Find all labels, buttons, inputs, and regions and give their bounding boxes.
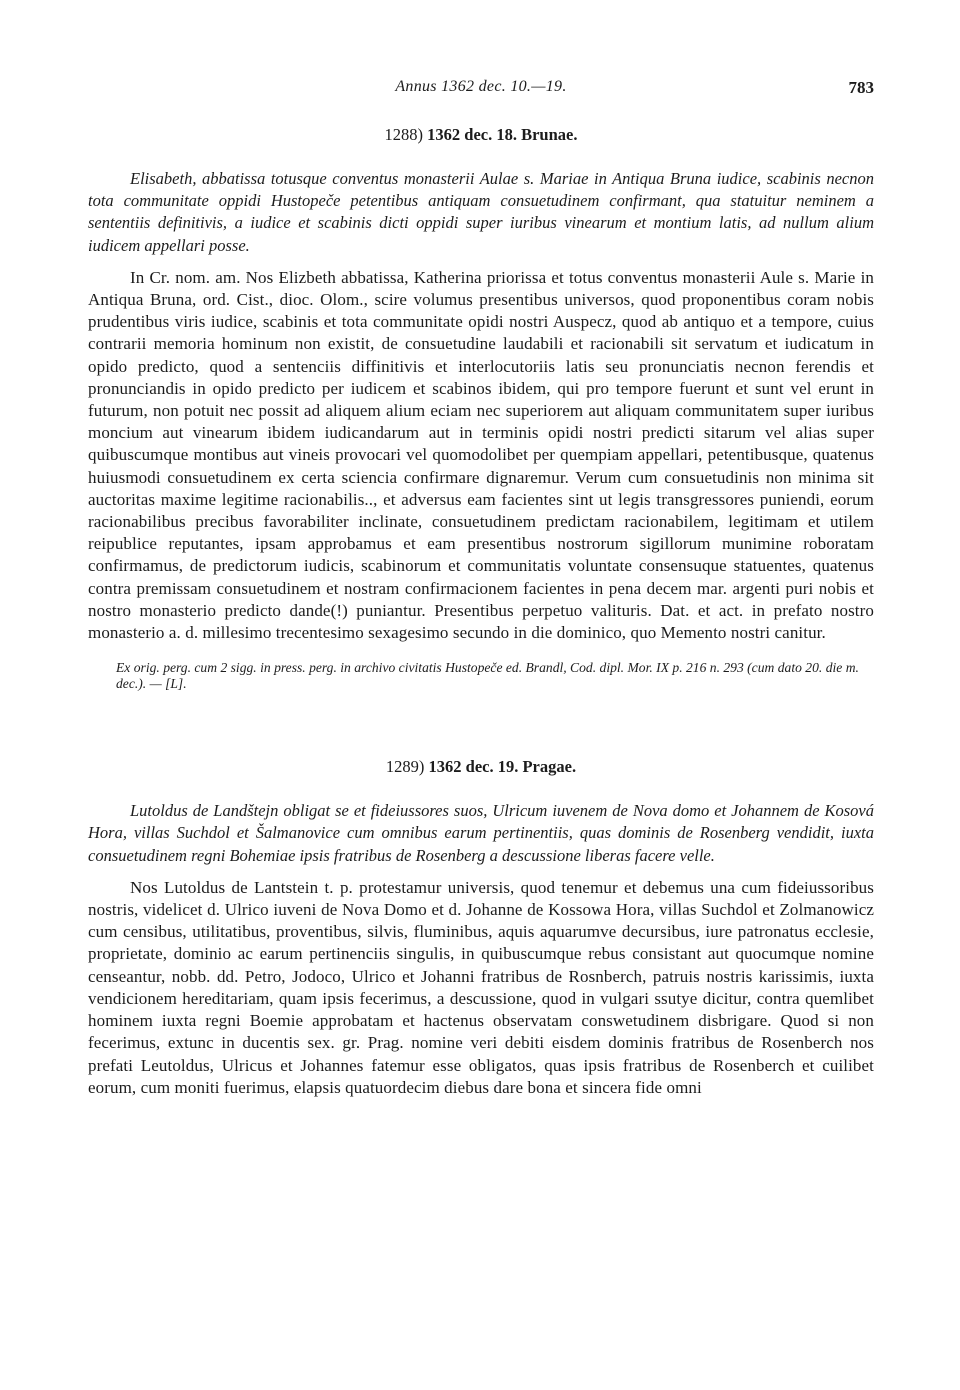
- running-title: Annus 1362 dec. 10.—19.: [395, 78, 567, 95]
- document-text-1288: In Cr. nom. am. Nos Elizbeth abbatissa, Katherina priorissa et totus conventus monasterii Aule s. Marie in Antiqua Bruna, ord. Cist., dioc. Olom., scire volumus presentibus universos, quod proponentibus coram nobis prudentibus viris iudice, scabinis et tota communitate opidi nostri Auspecz, quod ab antiquo et a tempore, cuius contrarii memoria hominum non existit, de consuetudine laudabili et racionabili sit servatum et iudicatum in opido predicto, quod a sentenciis diffinitivis et interlocutoriis latis seu pronunciatis necnon ferendis et pronunciandis in opido predicto per iudicem et scabinos ibidem, qui pro tempore fuerunt et sunt vel erunt in futurum, non potuit nec possit ad aliquem alium eciam nec superiorem aut aliquam communitatem super iuribus moncium aut vinearum ibidem iudicandarum aut in terminis opidi nostri predicti sitarum vel alias super quibuscumque montibus aut vineis provocari vel quomodolibet per quempiam appellari, petentibusque, quatenus huiusmodi consuetudinem ex certa sciencia confirmare dignaremur. Verum cum consuetudinis non minima sit auctoritas maxime legitime racionabilis.., et adversus eam facientes sint ut legis transgressores puniendi, eorum racionabilibus precibus favorabiliter inclinate, consuetudinem predictam racionabilem, legitimam et utilem reipublice reputantes, ipsam approbamus et eam presentibus nostrorum sigillorum munimine roboratam confirmamus, de predictorum iudicis, scabinorum et communitatis voluntate consensuque statuentes, quatenus contra premissam consuetudinem et nostram confirmacionem facientes in pena decem mar. argenti puri nobis et nostro monasterio predicto dande(!) puniantur. Presentibus perpetuo valituris. Dat. et act. in prefato nostro monasterio a. d. millesimo trecentesimo sexagesimo secundo in die dominico, quo Memento nostri canitur.: [88, 267, 874, 643]
- document-number: 1289): [385, 757, 425, 777]
- regest-1288: Elisabeth, abbatissa totusque conventus monasterii Aulae s. Mariae in Antiqua Bruna iudice, scabinis necnon tota communitate oppidi Hustopeče petentibus antiquam consuetudinem confirmant, qua statuitur neminem a sententiis definitivis, a iudice et scabinis dicti oppidi super iuribus vinearum et montium latis, ad nullum alium iudicem appellari posse.: [88, 169, 874, 255]
- document-date-place: 1362 dec. 18. Brunae.: [427, 125, 578, 144]
- page-number: 783: [848, 78, 874, 97]
- document-date-place: 1362 dec. 19. Pragae.: [428, 757, 577, 777]
- document-text-1289: Nos Lutoldus de Lantstein t. p. protestamur universis, quod tenemur et debemus una cum fideiussoribus nostris, videlicet d. Ulrico iuveni de Nova Domo et d. Johanne de Kossowa Hora, villas Suchdol et Zolmanowicz cum censibus, utilitatibus, proventibus, silvis, fluminibus, aquis aquarumve decursibus, iure patronatus ecclesie, proprietate, dominio ac earum pertinenciis singulis, in quibuscumque rebus consistant aut quocumque nomine censeantur, nobb. dd. Petro, Jodoco, Ulrico et Johanni fratribus de Rosnberch, patruis nostris karissimis, iuxta vendicionem hereditariam, quam ipsis fecerimus, a descussione, quod in vulgari ssutye dicitur, contra quemlibet hominem iuxta regni Boemie approbatam et hactenus observatam conswetudinem disbrigare. Quod si non fecerimus, extunc in ducentis sex. gr. Prag. nomine veri debiti eisdem dominis fratribus de Rosenberch nos prefati Leutoldus, Ulricus et Johannes fatemur esse obligatos, quas ipsis fratribus de Rosenberch et cuilibet eorum, cum moniti fuerimus, elapsis quatuordecim diebus dare bona et sincera fide omni: [88, 877, 874, 1097]
- regest-1289: Lutoldus de Landštejn obligat se et fideiussores suos, Ulricum iuvenem de Nova domo et Johannem de Kosová Hora, villas Suchdol et Šalmanovice cum omnibus earum pertinentiis, quas dominis de Rosenberg vendidit, iuxta consuetudinem regni Bohemiae ipsis fratribus de Rosenberg a descussione liberas facere velle.: [88, 801, 874, 865]
- source-note-1288: Ex orig. perg. cum 2 sigg. in press. perg. in archivo civitatis Hustopeče ed. Brandl, Cod. dipl. Mor. IX p. 216 n. 293 (cum dato 20. die m. dec.). — [L].: [116, 660, 859, 692]
- page: [88, 78, 874, 1099]
- document-heading-1288: [88, 124, 874, 146]
- document-heading-1289: [88, 756, 874, 778]
- document-number: 1288): [384, 125, 424, 144]
- running-head: [88, 78, 874, 104]
